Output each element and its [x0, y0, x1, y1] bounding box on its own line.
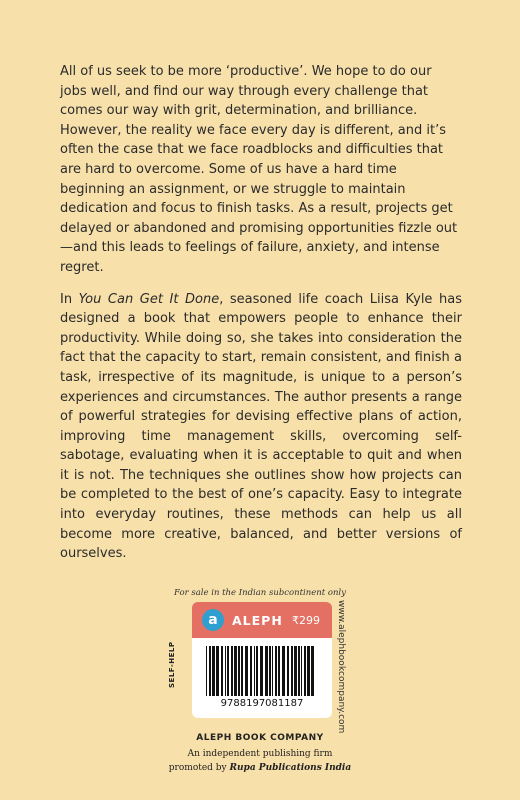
barcode-bar: [265, 646, 268, 696]
publisher-tagline: An independent publishing firm: [187, 749, 333, 759]
barcode-bar: [225, 646, 226, 696]
barcode-bar: [307, 646, 310, 696]
isbn-number: 9788197081187: [220, 698, 304, 709]
barcode-bar: [209, 646, 211, 696]
price-band: [192, 602, 332, 638]
back-cover-blurb: [60, 62, 462, 564]
barcode-bar: [301, 646, 302, 696]
promo-partner: Rupa Publications India: [229, 763, 352, 773]
blurb-p2-rest: , seasoned life coach Liisa Kyle has designed a book that empowers people to enhance their productivity. While doing so, she takes into consideration the fact that the capacity to start, remain consistent, and finish a task, irrespective of its magnitude, is unique to a person’s experiences and circumstances. The author presents a range of powerful strategies for devising effective plans of action, improving time management skills, overcoming self-sabotage, evaluating when it is acceptable to quit and when it is not. The techniques she outlines show how projects can be completed to the best of one’s capacity. Easy to integrate into everyday routines, these methods can help us all become more creative, balanced, and better versions of ourselves.: [60, 291, 462, 562]
barcode-bar: [275, 646, 277, 696]
blurb-paragraph-2: [60, 290, 462, 564]
barcode-bar: [298, 646, 300, 696]
barcode-bar: [216, 646, 219, 696]
publisher-promo: [0, 763, 520, 773]
barcode-bar: [250, 646, 252, 696]
barcode-bar: [282, 646, 285, 696]
book-title-italic: You Can Get It Done: [78, 291, 220, 307]
website-url: www.alephbookcompany.com: [336, 600, 346, 734]
blurb-paragraph-1: All of us seek to be more ‘productive’. We hope to do our jobs well, and find our way through every challenge that comes our way with grit, determination, and brilliance. However, the reality we face every day is different, and it’s often the case that we face roadblocks and difficulties that are hard to overcome. Some of us have a hard time beginning an assignment, or we struggle to maintain dedication and focus to finish tasks. As a result, projects get delayed or abandoned and promising opportunities fizzle out—and this leads to feelings of failure, anxiety, and intense regret.: [60, 64, 458, 275]
barcode-bar: [206, 646, 207, 696]
barcode-bar: [227, 646, 229, 696]
barcode-bar: [311, 646, 314, 696]
barcode-bar: [294, 646, 297, 696]
barcode-bar: [304, 646, 306, 696]
barcode-bar: [272, 646, 273, 696]
brand-label: ALEPH: [232, 612, 283, 628]
aleph-logo-icon: a: [202, 609, 224, 631]
barcode-icon: [204, 646, 320, 696]
sale-territory-note: For sale in the Indian subcontinent only: [174, 588, 346, 598]
barcode-bar: [254, 646, 255, 696]
barcode-bar: [212, 646, 215, 696]
barcode-bar: [291, 646, 293, 696]
barcode-bar: [260, 646, 263, 696]
barcode-bar: [234, 646, 237, 696]
barcode-bar: [231, 646, 233, 696]
barcode-bar: [269, 646, 271, 696]
barcode-bar: [278, 646, 280, 696]
barcode-bar: [241, 646, 243, 696]
barcode-bar: [238, 646, 240, 696]
category-label: SELF-HELP: [168, 641, 176, 688]
barcode-bar: [256, 646, 258, 696]
barcode-bar: [287, 646, 289, 696]
publisher-name: ALEPH BOOK COMPANY: [196, 733, 324, 743]
barcode-bar: [221, 646, 223, 696]
promo-prefix: promoted by: [168, 763, 227, 773]
barcode-bar: [245, 646, 248, 696]
barcode-box: [192, 638, 332, 718]
price-label: ₹299: [292, 613, 320, 627]
blurb-p2-prefix: In: [60, 291, 79, 307]
